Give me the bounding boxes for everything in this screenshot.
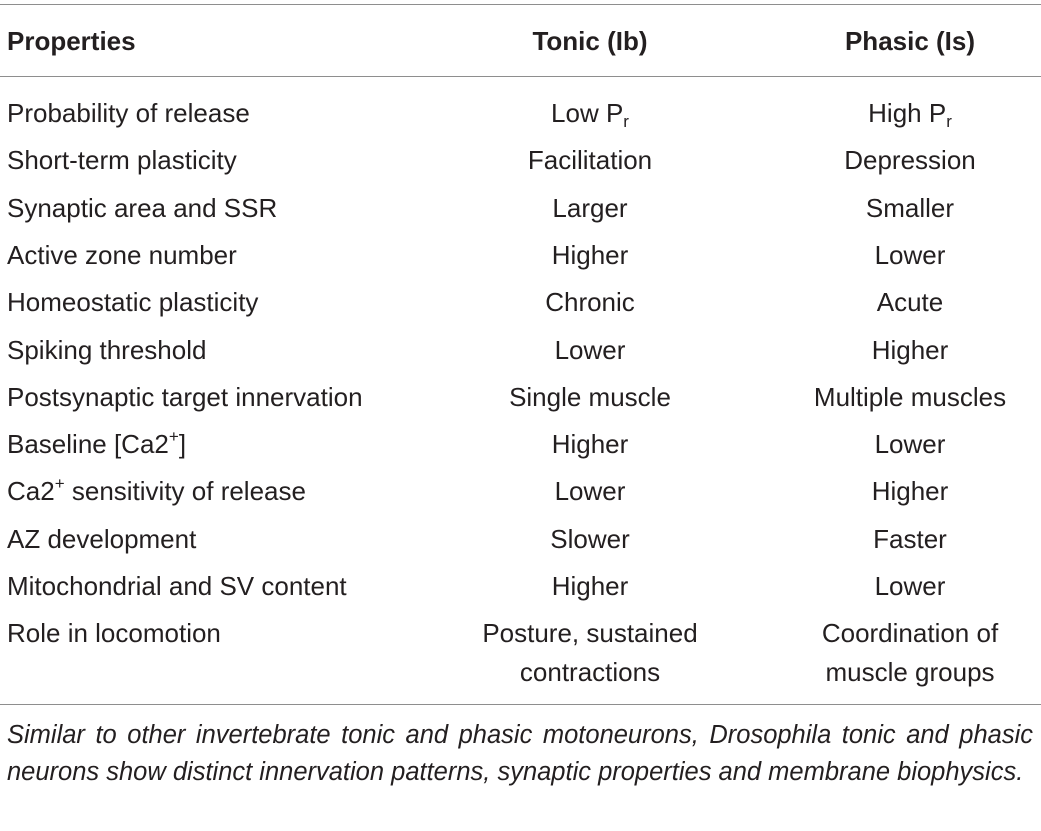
table-row — [0, 333, 1041, 380]
tonic-cell: Single muscle — [509, 381, 671, 412]
table-footnote: Similar to other invertebrate tonic and phasic motoneurons, Drosophila tonic and phasic neurons show distinct innervation patterns, synaptic properties and membrane biophysics. — [7, 721, 1033, 786]
property-cell: AZ development — [7, 523, 197, 554]
tonic-cell: Slower — [550, 523, 630, 554]
phasic-cell: Higher — [871, 476, 949, 507]
property-cell: Ca2+ sensitivity of release — [7, 474, 306, 507]
table-row — [0, 285, 1041, 332]
phasic-cell: Smaller — [865, 192, 955, 223]
table-row — [0, 143, 1041, 190]
table-row — [0, 522, 1041, 569]
property-cell: Homeostatic plasticity — [7, 287, 259, 318]
header-rule — [0, 76, 1041, 77]
table-row — [0, 474, 1041, 521]
phasic-cell: Depression — [844, 145, 976, 176]
phasic-cell: Coordination of muscle groups — [821, 618, 999, 687]
property-cell: Role in locomotion — [7, 618, 221, 648]
tonic-cell: Lower — [554, 334, 626, 365]
property-cell: Synaptic area and SSR — [7, 192, 278, 223]
tonic-cell: Higher — [551, 571, 629, 601]
tonic-cell: Chronic — [545, 287, 635, 318]
table-top-rule — [0, 4, 1041, 5]
tonic-cell: Higher — [551, 239, 629, 270]
header-tonic: Tonic (Ib) — [532, 26, 648, 56]
property-cell: Baseline [Ca2+] — [7, 427, 187, 460]
property-cell: Spiking threshold — [7, 334, 207, 365]
phasic-cell: Multiple muscles — [813, 381, 1007, 412]
phasic-cell: Lower — [874, 429, 946, 460]
table-row — [0, 614, 1041, 694]
phasic-cell: Faster — [873, 523, 947, 554]
table-row — [0, 380, 1041, 427]
tonic-cell: Posture, sustained contractions — [482, 618, 698, 687]
table-bottom-rule — [0, 704, 1041, 705]
tonic-cell: Higher — [551, 429, 629, 460]
table-row — [0, 96, 1041, 143]
header-phasic: Phasic (Is) — [844, 26, 976, 56]
tonic-cell: Lower — [554, 476, 626, 507]
phasic-cell: High $P_r$ — [868, 98, 952, 131]
property-cell: Mitochondrial and SV content — [7, 571, 347, 601]
table-row — [0, 427, 1041, 474]
property-cell: Active zone number — [7, 239, 237, 270]
property-cell: Postsynaptic target innervation — [7, 381, 363, 412]
table-row — [0, 238, 1041, 285]
header-properties: Properties — [7, 26, 136, 56]
phasic-cell: Lower — [874, 239, 946, 270]
property-cell: Short-term plasticity — [7, 145, 237, 176]
tonic-cell: Larger — [552, 192, 628, 223]
table-row — [0, 569, 1041, 616]
tonic-cell: Facilitation — [527, 145, 653, 176]
tonic-cell: Low $P_r$ — [551, 98, 629, 131]
property-cell: Probability of release — [7, 98, 250, 128]
phasic-cell: Lower — [874, 571, 946, 601]
table-row — [0, 191, 1041, 238]
phasic-cell: Higher — [871, 334, 949, 365]
phasic-cell: Acute — [876, 287, 944, 318]
